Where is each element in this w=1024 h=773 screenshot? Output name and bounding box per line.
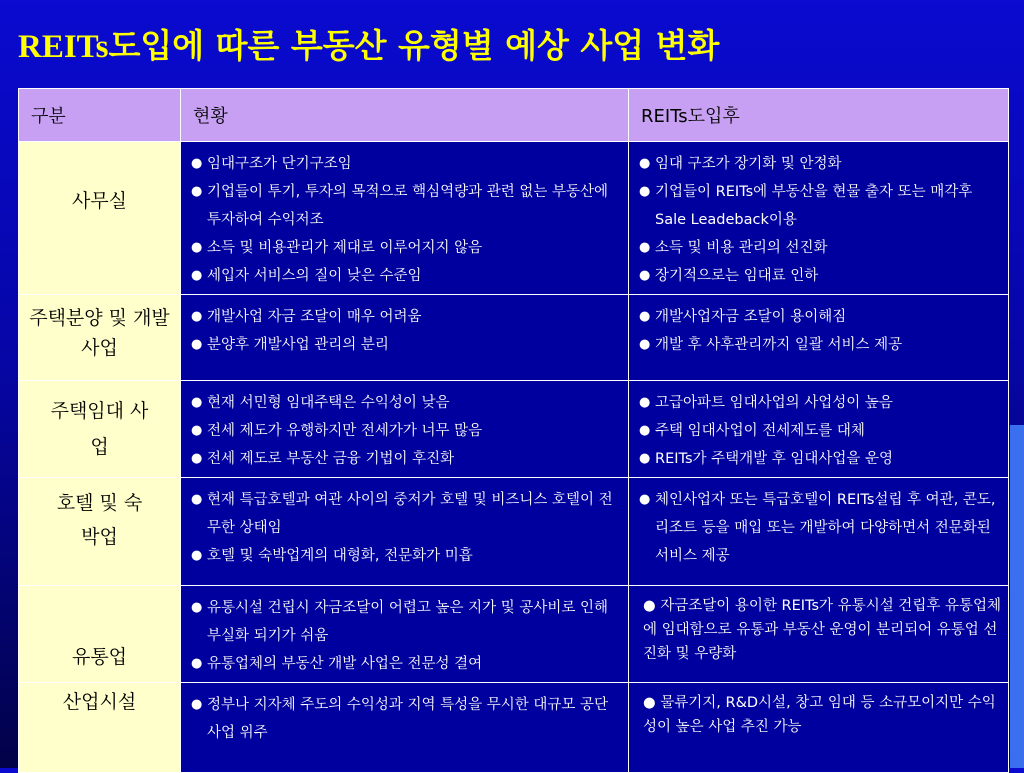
after-cell bbox=[629, 295, 1009, 381]
list-item: ● 현재 특급호텔과 여관 사이의 중저가 호텔 및 비즈니스 호텔이 전무한 상태임 bbox=[191, 486, 622, 542]
list-item: ● 소득 및 비용관리가 제대로 이루어지지 않음 bbox=[191, 234, 622, 262]
current-cell bbox=[181, 478, 629, 586]
table-row-housing-development bbox=[19, 295, 1009, 381]
list-item: ● 유통시설 건립시 자금조달이 어렵고 높은 지가 및 공사비로 인해 부실화 되기가 쉬움 bbox=[191, 594, 622, 650]
list-item: ● 임대구조가 단기구조임 bbox=[191, 150, 622, 178]
list-item: ● REITs가 주택개발 후 임대사업을 운영 bbox=[639, 445, 1002, 473]
list-item: ● 기업들이 REITs에 부동산을 현물 출자 또는 매각후 Sale Leadeback이용 bbox=[639, 178, 1002, 234]
after-cell bbox=[629, 142, 1009, 295]
list-item: ● 전세 제도가 유행하지만 전세가가 너무 많음 bbox=[191, 417, 622, 445]
list-item: ● 전세 제도로 부동산 금융 기법이 후진화 bbox=[191, 445, 622, 473]
list-item: ● 정부나 지자체 주도의 수익성과 지역 특성을 무시한 대규모 공단 사업 위주 bbox=[191, 691, 622, 747]
table-row-retail bbox=[19, 586, 1009, 683]
page-title bbox=[18, 20, 719, 67]
table-row-hotel bbox=[19, 478, 1009, 586]
table-row-office bbox=[19, 142, 1009, 295]
after-cell bbox=[629, 381, 1009, 478]
list-item: ● 개발사업 자금 조달이 매우 어려움 bbox=[191, 303, 622, 331]
table-row-industrial bbox=[19, 683, 1009, 773]
category-cell: 주택임대 사업 bbox=[19, 381, 181, 478]
header-category: 구분 bbox=[19, 89, 181, 142]
header-current: 현황 bbox=[181, 89, 629, 142]
category-cell: 산업시설 bbox=[19, 683, 181, 773]
list-item: ● 물류기지, R&D시설, 창고 임대 등 소규모이지만 수익성이 높은 사업 추진 가능 bbox=[643, 695, 996, 735]
list-item: ● 세입자 서비스의 질이 낮은 수준임 bbox=[191, 262, 622, 290]
list-item: ● 고급아파트 임대사업의 사업성이 높음 bbox=[639, 389, 1002, 417]
after-cell bbox=[629, 586, 1009, 683]
current-cell bbox=[181, 381, 629, 478]
comparison-table bbox=[18, 88, 1009, 773]
current-cell bbox=[181, 683, 629, 773]
after-cell bbox=[629, 478, 1009, 586]
list-item: ● 소득 및 비용 관리의 선진화 bbox=[639, 234, 1002, 262]
list-item: ● 주택 임대사업이 전세제도를 대체 bbox=[639, 417, 1002, 445]
list-item: ● 기업들이 투기, 투자의 목적으로 핵심역량과 관련 없는 부동산에 투자하여 수익저조 bbox=[191, 178, 622, 234]
current-cell bbox=[181, 142, 629, 295]
current-cell bbox=[181, 295, 629, 381]
page-title-korean: 도입에 따른 부동산 유형별 예상 사업 변화 bbox=[108, 26, 720, 65]
list-item: ● 개발사업자금 조달이 용이해짐 bbox=[639, 303, 1002, 331]
list-item: ● 분양후 개발사업 관리의 분리 bbox=[191, 331, 622, 359]
list-item: ● 임대 구조가 장기화 및 안정화 bbox=[639, 150, 1002, 178]
after-cell bbox=[629, 683, 1009, 773]
decorative-side-bar bbox=[1010, 425, 1024, 768]
list-item: ● 체인사업자 또는 특급호텔이 REITs설립 후 여관, 콘도, 리조트 등을 매입 또는 개발하여 다양하면서 전문화된 서비스 제공 bbox=[639, 486, 1002, 570]
category-cell: 유통업 bbox=[19, 586, 181, 683]
list-item: ● 현재 서민형 임대주택은 수익성이 낮음 bbox=[191, 389, 622, 417]
table-header-row bbox=[19, 89, 1009, 142]
list-item: ● 호텔 및 숙박업계의 대형화, 전문화가 미흡 bbox=[191, 542, 622, 570]
header-after: REITs도입후 bbox=[629, 89, 1009, 142]
category-cell: 사무실 bbox=[19, 142, 181, 295]
table-row-housing-rental bbox=[19, 381, 1009, 478]
list-item: ● 유통업체의 부동산 개발 사업은 전문성 결여 bbox=[191, 650, 622, 678]
list-item: ● 개발 후 사후관리까지 일괄 서비스 제공 bbox=[639, 331, 1002, 359]
list-item: ● 장기적으로는 임대료 인하 bbox=[639, 262, 1002, 290]
category-cell: 주택분양 및 개발사업 bbox=[19, 295, 181, 381]
page-title-latin: REITs bbox=[18, 29, 109, 65]
category-cell: 호텔 및 숙박업 bbox=[19, 478, 181, 586]
list-item: ● 자금조달이 용이한 REITs가 유통시설 건립후 유통업체에 임대함으로 유통과 부동산 운영이 분리되어 유통업 선진화 및 우량화 bbox=[643, 598, 1001, 662]
current-cell bbox=[181, 586, 629, 683]
